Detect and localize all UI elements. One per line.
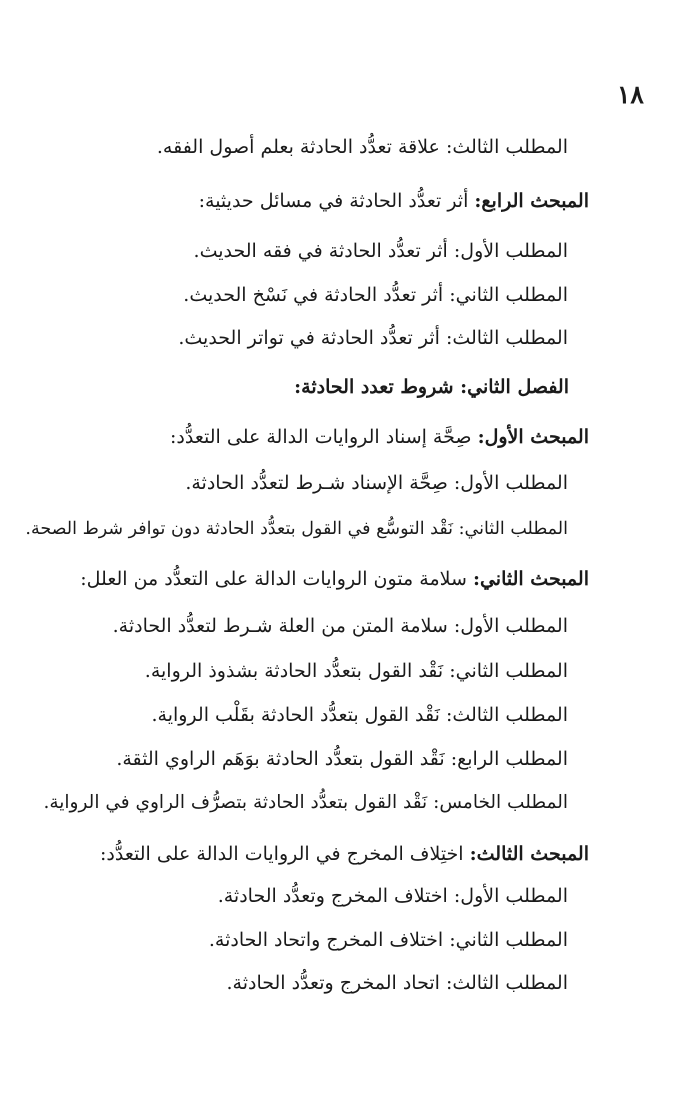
toc-line: [209, 931, 568, 950]
toc-line-text: سلامة المتن من العلة شـرط لتعدُّد الحادثة.: [112, 615, 454, 637]
toc-line: [145, 662, 568, 681]
toc-line-label: المطلب الثالث:: [445, 136, 568, 158]
toc-line-text: شروط تعدد الحادثة:: [294, 376, 461, 398]
toc-line: [185, 474, 568, 493]
toc-line-text: أثر تعدُّد الحادثة في فقه الحديث.: [193, 240, 454, 262]
toc-line-label: المطلب الأول:: [453, 240, 568, 262]
page-number: ١٨: [617, 80, 644, 109]
toc-line-label: المطلب الأول:: [453, 472, 568, 494]
toc-line-label: المطلب الرابع:: [450, 748, 568, 770]
toc-line-text: اختِلاف المخرج في الروايات الدالة على التعدُّد:: [100, 843, 470, 865]
toc-line-text: أثر تعدُّد الحادثة في نَسْخ الحديث.: [183, 284, 450, 306]
toc-line: [116, 750, 568, 769]
toc-line-text: علاقة تعدُّد الحادثة بعلم أصول الفقه.: [156, 136, 446, 158]
toc-line-text: نَقْد القول بتعدُّد الحادثة بتصرُّف الراوي في الرواية.: [43, 792, 434, 813]
toc-line-label: المطلب الثاني:: [449, 929, 568, 951]
toc-line: [218, 887, 568, 906]
toc-line-text: نَقْد القول بتعدُّد الحادثة بوَهَم الراوي الثقة.: [116, 748, 451, 770]
toc-line-label: المبحث الثالث:: [469, 843, 589, 865]
toc-line-text: نَقْد التوسُّع في القول بتعدُّد الحادثة دون توافر شرط الصحة.: [25, 519, 459, 539]
toc-line-text: نَقْد القول بتعدُّد الحادثة بقَلْب الرواية.: [151, 704, 446, 726]
toc-line-label: المطلب الثالث:: [445, 972, 568, 994]
toc-line: [100, 845, 589, 864]
toc-line-text: سلامة متون الروايات الدالة على التعدُّد من العلل:: [80, 568, 473, 590]
toc-line-label: المطلب الأول:: [453, 615, 568, 637]
toc-line: [194, 242, 568, 261]
toc-line: [294, 378, 569, 397]
toc-line-label: المطلب الثاني:: [449, 284, 568, 306]
toc-line-label: المبحث الرابع:: [474, 190, 589, 212]
toc-line: [183, 286, 568, 305]
toc-line: [113, 617, 568, 636]
toc-line: [80, 570, 589, 589]
toc-line-label: الفصل الثاني:: [460, 376, 569, 398]
toc-line-label: المطلب الأول:: [453, 885, 568, 907]
toc-line: [25, 521, 568, 539]
toc-line-label: المطلب الثالث:: [445, 327, 568, 349]
toc-line-text: نَقْد القول بتعدُّد الحادثة بشذوذ الرواية.: [144, 660, 450, 682]
toc-line: [151, 706, 568, 725]
toc-line: [43, 794, 568, 813]
toc-line-label: المبحث الثاني:: [472, 568, 589, 590]
toc-line-label: المطلب الثاني:: [449, 660, 568, 682]
toc-line: [170, 428, 589, 447]
toc-line-text: أثر تعدُّد الحادثة في تواتر الحديث.: [178, 327, 446, 349]
toc-line-label: المطلب الخامس:: [433, 792, 568, 813]
toc-line-text: صِحَّة الإسناد شـرط لتعدُّد الحادثة.: [185, 472, 454, 494]
toc-line-label: المبحث الأول:: [477, 426, 589, 448]
toc-line-text: اختلاف المخرج واتحاد الحادثة.: [208, 929, 450, 951]
toc-line-text: صِحَّة إسناد الروايات الدالة على التعدُّد:: [170, 426, 478, 448]
toc-line: [226, 974, 568, 993]
toc-line-label: المطلب الثاني:: [458, 519, 568, 539]
toc-line-label: المطلب الثالث:: [445, 704, 568, 726]
toc-line: [199, 192, 589, 211]
toc-line-text: اختلاف المخرج وتعدُّد الحادثة.: [217, 885, 454, 907]
toc-line: [157, 138, 568, 157]
toc-line-text: أثر تعدُّد الحادثة في مسائل حديثية:: [198, 190, 475, 212]
toc-line-text: اتحاد المخرج وتعدُّد الحادثة.: [226, 972, 446, 994]
toc-line: [178, 329, 568, 348]
